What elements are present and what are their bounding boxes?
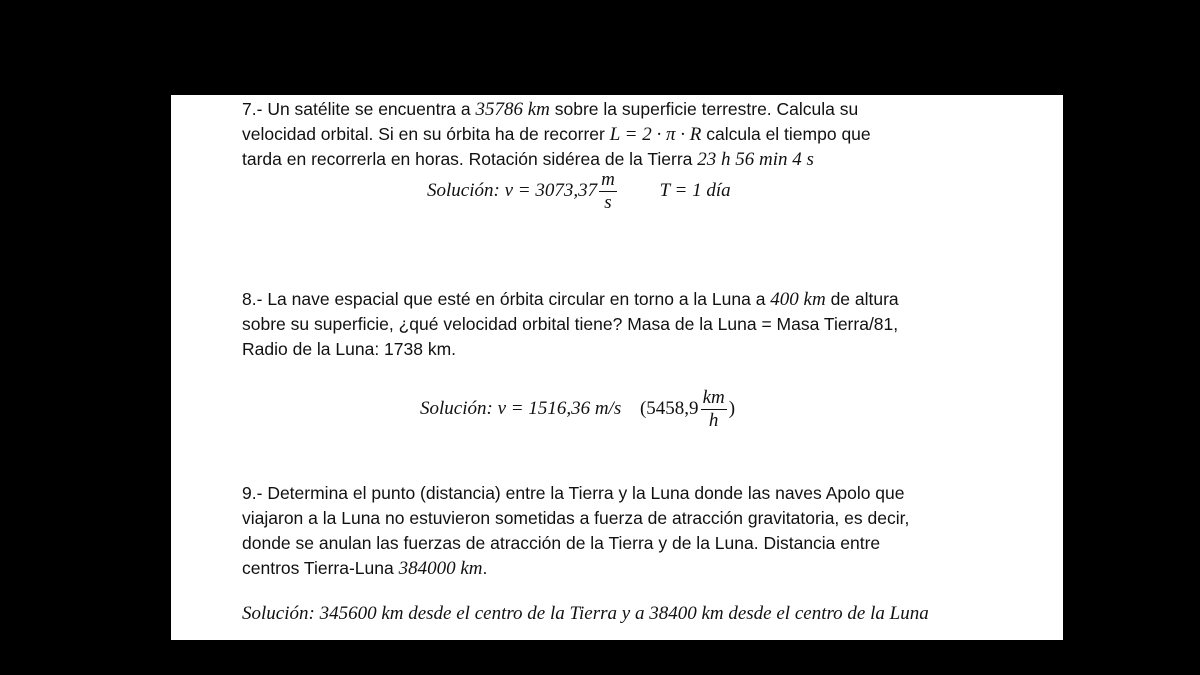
solution-text: 345600 km desde el centro de la Tierra y a 38400 km desde el centro de la Luna	[319, 603, 929, 624]
problem-7-line-1	[242, 97, 871, 122]
text-run: La nave espacial que esté en órbita circular en torno a la Luna a	[267, 289, 771, 309]
fraction-denominator: h	[708, 410, 719, 431]
velocity-expression: v = 1516,36 m/s	[497, 397, 622, 419]
text-run: donde se anulan las fuerzas de atracción de la Tierra y de la Luna. Distancia entre	[242, 533, 881, 553]
math-run: 400 km	[770, 289, 826, 310]
problem-number: 7.-	[242, 99, 263, 119]
math-run: L = 2 · π · R	[609, 124, 702, 145]
problem-8	[242, 287, 899, 362]
problem-9-line-3	[242, 531, 909, 556]
problem-8-line-2	[242, 312, 899, 337]
text-run: sobre la superficie terrestre. Calcula su	[549, 99, 859, 119]
fraction	[701, 387, 727, 432]
solution-8	[420, 387, 735, 432]
velocity-expression: v = 3073,37	[504, 179, 598, 201]
text-run: Radio de la Luna: 1738 km.	[242, 339, 457, 359]
problem-8-line-3	[242, 337, 899, 362]
velocity-kmh: (5458,9	[639, 397, 699, 419]
problem-number: 9.-	[242, 483, 263, 503]
solution-label: Solución:	[427, 179, 500, 201]
text-run: tarda en recorrerla en horas. Rotación sidérea de la Tierra	[242, 149, 698, 169]
fraction-numerator: km	[702, 387, 725, 408]
text-run: sobre su superficie, ¿qué velocidad orbital tiene? Masa de la Luna = Masa Tierra/81,	[242, 314, 899, 334]
fraction-numerator: m	[601, 169, 615, 190]
fraction	[599, 169, 617, 214]
problem-7	[242, 97, 871, 172]
period-expression: T = 1 día	[659, 179, 731, 201]
problem-7-line-2	[242, 122, 871, 147]
problem-number: 8.-	[242, 289, 263, 309]
text-run: .	[482, 558, 488, 578]
fraction-denominator: s	[604, 192, 612, 213]
document-page	[171, 95, 1063, 640]
text-run: viajaron a la Luna no estuvieron sometidas a fuerza de atracción gravitatoria, es decir,	[242, 508, 910, 528]
text-run: centros Tierra-Luna	[242, 558, 399, 578]
problem-9-line-1	[242, 481, 909, 506]
text-run: velocidad orbital. Si en su órbita ha de recorrer	[242, 124, 610, 144]
math-run: 35786 km	[475, 99, 550, 120]
problem-9-line-2	[242, 506, 909, 531]
problem-8-line-1	[242, 287, 899, 312]
solution-label: Solución:	[420, 397, 493, 419]
text-run: Un satélite se encuentra a	[267, 99, 476, 119]
solution-7	[427, 169, 731, 214]
text-run: de altura	[825, 289, 899, 309]
text-run: calcula el tiempo que	[701, 124, 871, 144]
solution-label: Solución:	[242, 603, 315, 624]
math-run: 23 h 56 min 4 s	[697, 149, 814, 170]
problem-9-line-4	[242, 556, 909, 581]
problem-9	[242, 481, 909, 581]
paren-close: )	[728, 397, 736, 419]
math-run: 384000 km	[398, 558, 483, 579]
solution-9	[242, 603, 929, 625]
text-run: Determina el punto (distancia) entre la Tierra y la Luna donde las naves Apolo que	[267, 483, 905, 503]
